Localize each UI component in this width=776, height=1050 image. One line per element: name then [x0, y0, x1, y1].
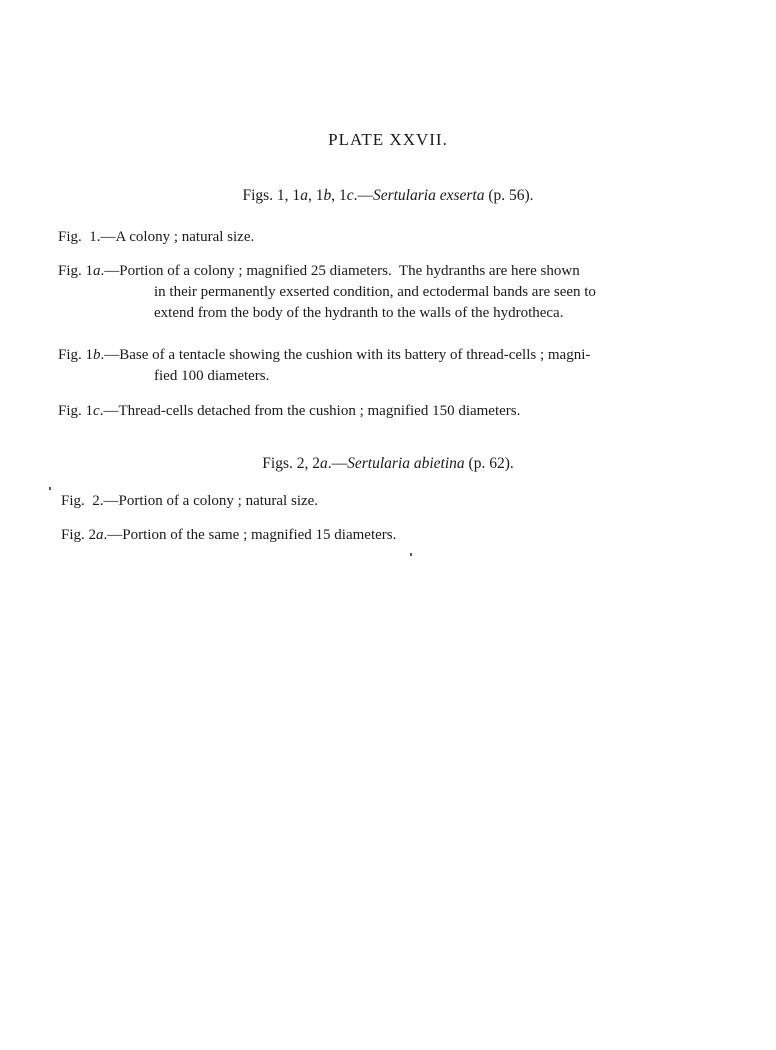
- figure-entry-2: [61, 491, 731, 512]
- figure-label-prefix: Fig. 1: [58, 347, 94, 363]
- figure-caption: —Portion of a colony ; natural size.: [103, 493, 319, 509]
- figure-label: Fig. 1.: [58, 229, 101, 245]
- heading-letter-b: b: [323, 187, 332, 204]
- figure-entry-1a: [58, 261, 728, 324]
- figure-caption: —Portion of the same ; magnified 15 diameters.: [107, 527, 397, 543]
- figure-label: [58, 263, 104, 279]
- figure-entry-2a: [61, 525, 731, 546]
- figure-label-suffix: .: [100, 347, 105, 363]
- figure-label-suffix: .: [99, 403, 104, 419]
- figure-label-letter: a: [93, 263, 101, 279]
- figure-label-prefix: Fig. 2: [61, 527, 97, 543]
- figure-caption: —Thread-cells detached from the cushion ; magnified 150 diameters.: [103, 403, 521, 419]
- figure-caption-line-1: —Portion of a colony ; magnified 25 diameters. The hydranths are here shown: [104, 263, 580, 279]
- figure-entry-1c: [58, 401, 728, 422]
- figure-caption-line-1: —Base of a tentacle showing the cushion with its battery of thread-cells ; magni-: [104, 347, 591, 363]
- figure-caption-line-3: extend from the body of the hydranth to the walls of the hydrotheca.: [154, 305, 564, 321]
- figure-label-letter: c: [93, 403, 100, 419]
- species-name: Sertularia exserta: [372, 187, 485, 204]
- figure-entry-1b: [58, 345, 728, 387]
- heading-sep: , 1: [331, 187, 347, 204]
- print-speck: [410, 553, 412, 556]
- section-heading-sertularia-exserta: [0, 187, 776, 205]
- figure-label-suffix: .: [100, 263, 105, 279]
- figure-label-letter: a: [96, 527, 104, 543]
- figure-label: Fig. 2.: [61, 493, 104, 509]
- figure-label-letter: b: [93, 347, 101, 363]
- heading-letter-a: a: [300, 187, 308, 204]
- heading-letter-a: a: [319, 455, 328, 472]
- figure-caption-line-2: in their permanently exserted condition, and ectodermal bands are seen to: [154, 284, 596, 300]
- figure-label-suffix: .: [103, 527, 108, 543]
- heading-sep: , 1: [307, 187, 324, 204]
- figure-label: [58, 403, 103, 419]
- plate-title: PLATE XXVII.: [328, 130, 448, 149]
- species-name: Sertularia abietina: [347, 455, 465, 472]
- print-speck: [49, 487, 51, 490]
- heading-figs-prefix: Figs. 2, 2: [262, 455, 320, 472]
- figure-label-prefix: Fig. 1: [58, 403, 94, 419]
- page-reference: (p. 62).: [464, 455, 514, 472]
- figure-label-prefix: Fig. 1: [58, 263, 94, 279]
- heading-dash: .—: [353, 187, 373, 204]
- heading-dash: .—: [327, 455, 348, 472]
- figure-label: [61, 527, 107, 543]
- section-heading-sertularia-abietina: [0, 455, 776, 473]
- figure-caption: —A colony ; natural size.: [100, 229, 255, 245]
- figure-label: [58, 347, 104, 363]
- page-reference: (p. 56).: [484, 187, 534, 204]
- heading-letter-c: c: [346, 187, 354, 204]
- heading-figs-prefix: Figs. 1, 1: [242, 187, 301, 204]
- figure-entry-1: [58, 227, 728, 248]
- figure-caption-line-2: fied 100 diameters.: [154, 368, 270, 384]
